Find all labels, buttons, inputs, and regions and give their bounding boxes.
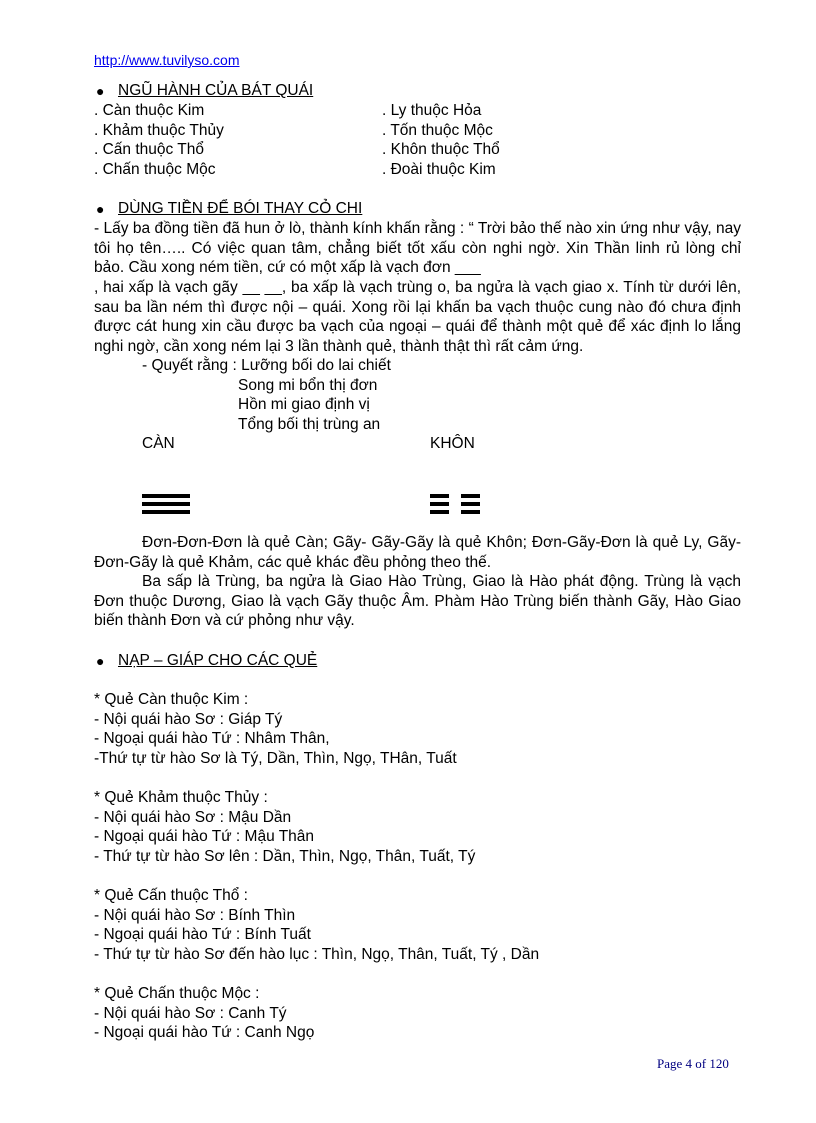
group-heading: * Quẻ Cấn thuộc Thổ : [94, 887, 248, 904]
element-item: . Ly thuộc Hỏa [382, 102, 482, 119]
group-line: - Nội quái hào Sơ : Bính Thìn [94, 907, 296, 924]
can-trigram-icon [142, 494, 190, 516]
trigram-label-khon: KHÔN [430, 435, 475, 452]
trigram-label-can: CÀN [142, 435, 175, 452]
element-item: . Đoài thuộc Kim [382, 161, 496, 178]
group-line: -Thứ tự từ hào Sơ là Tý, Dần, Thìn, Ngọ, THân, Tuất [94, 750, 457, 767]
group-heading: * Quẻ Khảm thuộc Thủy : [94, 789, 268, 806]
section-heading-ngu-hanh: NGŨ HÀNH CỦA BÁT QUÁI [118, 82, 314, 99]
paragraph-instructions-2: , hai xấp là vạch gãy __ __, ba xấp là vạch trùng o, ba ngửa là vạch giao x. Tính từ dưới lên, sau ba lần ném thì được nội – quái. Xong rồi lại khấn ba vạch thuộc cung nào đó chưa định được cát hung xin cầu được ba vạch của ngoại – quái để thành một quẻ để xác định lo lắng nghi ngờ, cần xong ném lại 3 lần thành quẻ, thành thật thì rất cảm ứng. [94, 279, 741, 355]
section-heading-dung-tien: DÙNG TIỀN ĐỂ BÓI THAY CỎ CHI [118, 200, 363, 217]
verse-line: Hồn mi giao định vị [238, 396, 370, 413]
group-line: - Nội quái hào Sơ : Giáp Tý [94, 711, 283, 728]
paragraph-instructions-1: - Lấy ba đồng tiền đã hun ở lò, thành kính khấn rằng : “ Trời bảo thế nào xin ứng như vậy, nay tôi họ tên….. Có việc quan tâm, chẳng biết tốt xấu còn nghi ngờ. Xin Thần linh rủ lòng chỉ bảo. Cầu xong ném tiền, cứ có một xấp là vạch đơn ___ [94, 220, 741, 277]
verse-line: - Quyết rằng : Lưỡng bối do lai chiết [142, 357, 391, 374]
bullet-icon: ● [96, 653, 105, 669]
page-number: Page 4 of 120 [657, 1056, 729, 1071]
element-item: . Cấn thuộc Thổ [94, 141, 205, 158]
element-item: . Khôn thuộc Thổ [382, 141, 500, 158]
group-line: - Ngoại quái hào Tứ : Nhâm Thân, [94, 730, 330, 747]
header-url-link[interactable]: http://www.tuvilyso.com [94, 52, 240, 68]
element-item: . Càn thuộc Kim [94, 102, 205, 119]
group-line: - Nội quái hào Sơ : Mậu Dần [94, 809, 292, 826]
group-line: - Ngoại quái hào Tứ : Mậu Thân [94, 828, 315, 845]
group-line: - Ngoại quái hào Tứ : Bính Tuất [94, 926, 311, 943]
group-line: - Nội quái hào Sơ : Canh Tý [94, 1005, 287, 1022]
verse-line: Song mi bổn thị đơn [238, 377, 378, 394]
group-line: - Ngoại quái hào Tứ : Canh Ngọ [94, 1024, 315, 1041]
khon-trigram-icon [430, 494, 480, 516]
paragraph-line-changes: Ba sấp là Trùng, ba ngửa là Giao Hào Trùng, Giao là Hào phát động. Trùng là vạch Đơn thuộc Dương, Giao là vạch Gãy thuộc Âm. Phàm Hào Trùng biến thành Gãy, Hào Giao biến thành Đơn và cứ phỏng như vậy. [94, 573, 741, 630]
section-heading-nap-giap: NẠP – GIÁP CHO CÁC QUẺ [118, 652, 318, 669]
group-heading: * Quẻ Càn thuộc Kim : [94, 691, 249, 708]
element-item: . Chấn thuộc Mộc [94, 161, 216, 178]
group-heading: * Quẻ Chấn thuộc Mộc : [94, 985, 260, 1002]
element-item: . Khảm thuộc Thủy [94, 122, 224, 139]
group-line: - Thứ tự từ hào Sơ lên : Dần, Thìn, Ngọ, Thân, Tuất, Tý [94, 848, 476, 865]
element-item: . Tốn thuộc Mộc [382, 122, 493, 139]
bullet-icon: ● [96, 201, 105, 217]
paragraph-trigram-rules: Đơn-Đơn-Đơn là quẻ Càn; Gãy- Gãy-Gãy là quẻ Khôn; Đơn-Gãy-Đơn là quẻ Ly, Gãy-Đơn-Gãy là quẻ Khảm, các quẻ khác đều phỏng theo thế. [94, 534, 741, 571]
group-line: - Thứ tự từ hào Sơ đến hào lục : Thìn, Ngọ, Thân, Tuất, Tý , Dần [94, 946, 540, 963]
verse-line: Tổng bối thị trùng an [238, 416, 381, 433]
bullet-icon: ● [96, 83, 105, 99]
